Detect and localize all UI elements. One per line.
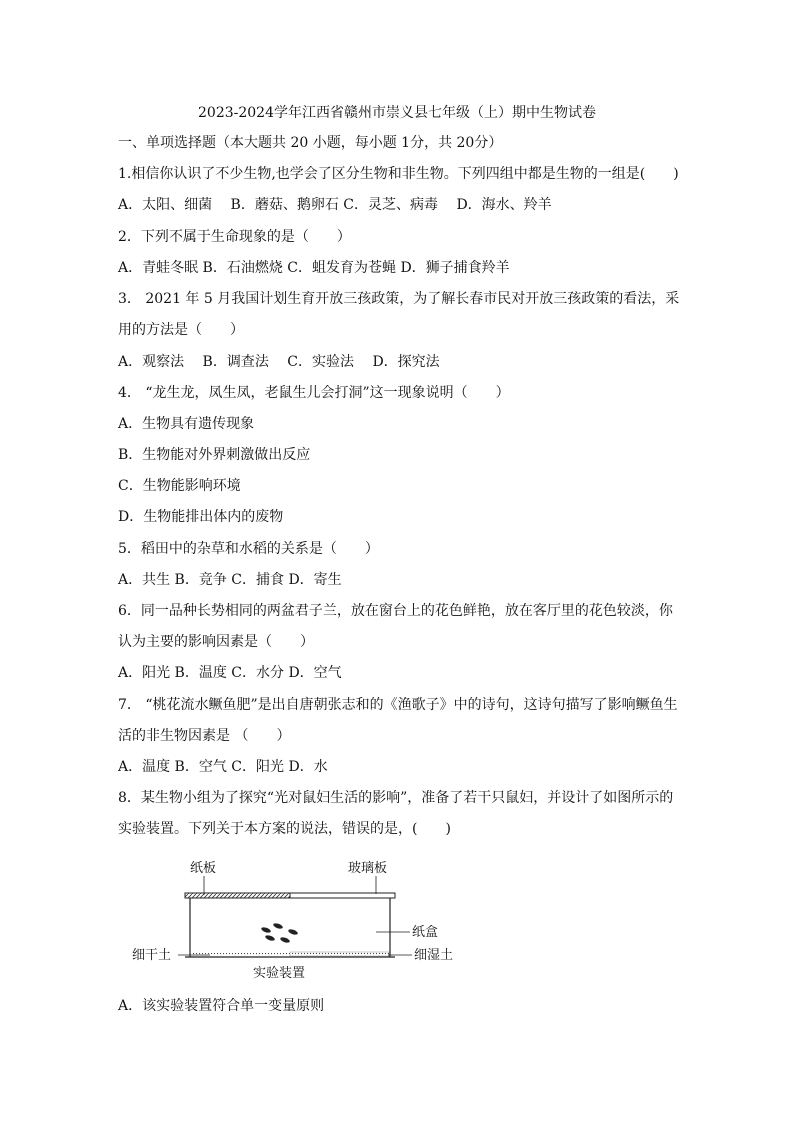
exam-title: 2023-2024学年江西省赣州市崇义县七年级（上）期中生物试卷	[198, 105, 596, 121]
woodlouse	[261, 926, 272, 934]
wet-soil-layer	[290, 952, 389, 956]
question-5-options: A．共生 B．竞争 C．捕食 D．寄生	[118, 572, 342, 588]
question-4-option-d: D．生物能排出体内的废物	[118, 509, 284, 525]
paper-board	[185, 893, 290, 898]
figure-caption: 实验装置	[253, 966, 306, 981]
woodlouse	[265, 934, 276, 942]
question-4-option-b: B．生物能对外界刺激做出反应	[118, 447, 311, 463]
question-3-stem-line2: 用的方法是（ ）	[118, 322, 244, 338]
label-paper-board: 纸板	[190, 861, 217, 876]
question-2-options: A．青蛙冬眠 B．石油燃烧 C．蛆发育为苍蝇 D．狮子捕食羚羊	[118, 260, 510, 276]
label-wet-soil: 细湿土	[414, 948, 454, 963]
question-7-options: A．温度 B．空气 C．阳光 D．水	[118, 759, 328, 775]
question-6-options: A．阳光 B．温度 C．水分 D．空气	[118, 665, 342, 681]
question-7-stem-line2: 活的非生物因素是 （ ）	[118, 728, 291, 744]
question-4-option-a: A．生物具有遗传现象	[118, 416, 255, 432]
woodlouse	[273, 922, 284, 930]
woodlouse	[288, 928, 299, 936]
question-8-option-a: A．该实验装置符合单一变量原则	[118, 998, 325, 1014]
question-1-stem: 1.相信你认识了不少生物,也学会了区分生物和非生物。下列四组中都是生物的一组是( )	[118, 166, 679, 182]
label-glass-board: 玻璃板	[348, 861, 388, 876]
question-8-stem-line2: 实验装置。下列关于本方案的说法，错误的是，( )	[118, 821, 451, 837]
question-2-stem: 2．下列不属于生命现象的是（ ）	[118, 229, 351, 245]
label-paper-box: 纸盒	[412, 925, 439, 940]
dry-soil-layer	[191, 953, 290, 956]
question-7-stem-line1: 7． “桃花流水鳜鱼肥”是出自唐朝张志和的《渔歌子》中的诗句，这诗句描写了影响鳜鱼生	[118, 697, 678, 713]
woodlouse	[280, 936, 291, 944]
question-3-stem-line1: 3． 2021 年 5 月我国计划生育开放三孩政策，为了解长春市民对开放三孩政策的看法，采	[118, 291, 680, 307]
question-8-stem-line1: 8．某生物小组为了探究“光对鼠妇生活的影响”，准备了若干只鼠妇，并设计了如图所示的	[118, 790, 674, 806]
question-6-stem-line1: 6．同一品种长势相同的两盆君子兰，放在窗台上的花色鲜艳，放在客厅里的花色较淡，你	[118, 603, 673, 619]
question-1-options: A．太阳、细菌 B．蘑菇、鹅卵石 C．灵芝、病毒 D．海水、羚羊	[118, 197, 552, 213]
section-heading: 一、单项选择题（本大题共 20 小题，每小题 1分，共 20分）	[118, 135, 503, 151]
question-6-stem-line2: 认为主要的影响因素是（ ）	[118, 634, 314, 650]
question-3-options: A．观察法 B．调查法 C．实验法 D．探究法	[118, 354, 440, 370]
experiment-apparatus-figure	[120, 850, 480, 985]
question-5-stem: 5．稻田中的杂草和水稻的关系是（ ）	[118, 541, 379, 557]
label-dry-soil: 细干土	[132, 948, 172, 963]
question-4-option-c: C．生物能影响环境	[118, 478, 241, 494]
question-4-stem: 4． “龙生龙，凤生凤，老鼠生儿会打洞”这一现象说明（ ）	[118, 385, 510, 401]
